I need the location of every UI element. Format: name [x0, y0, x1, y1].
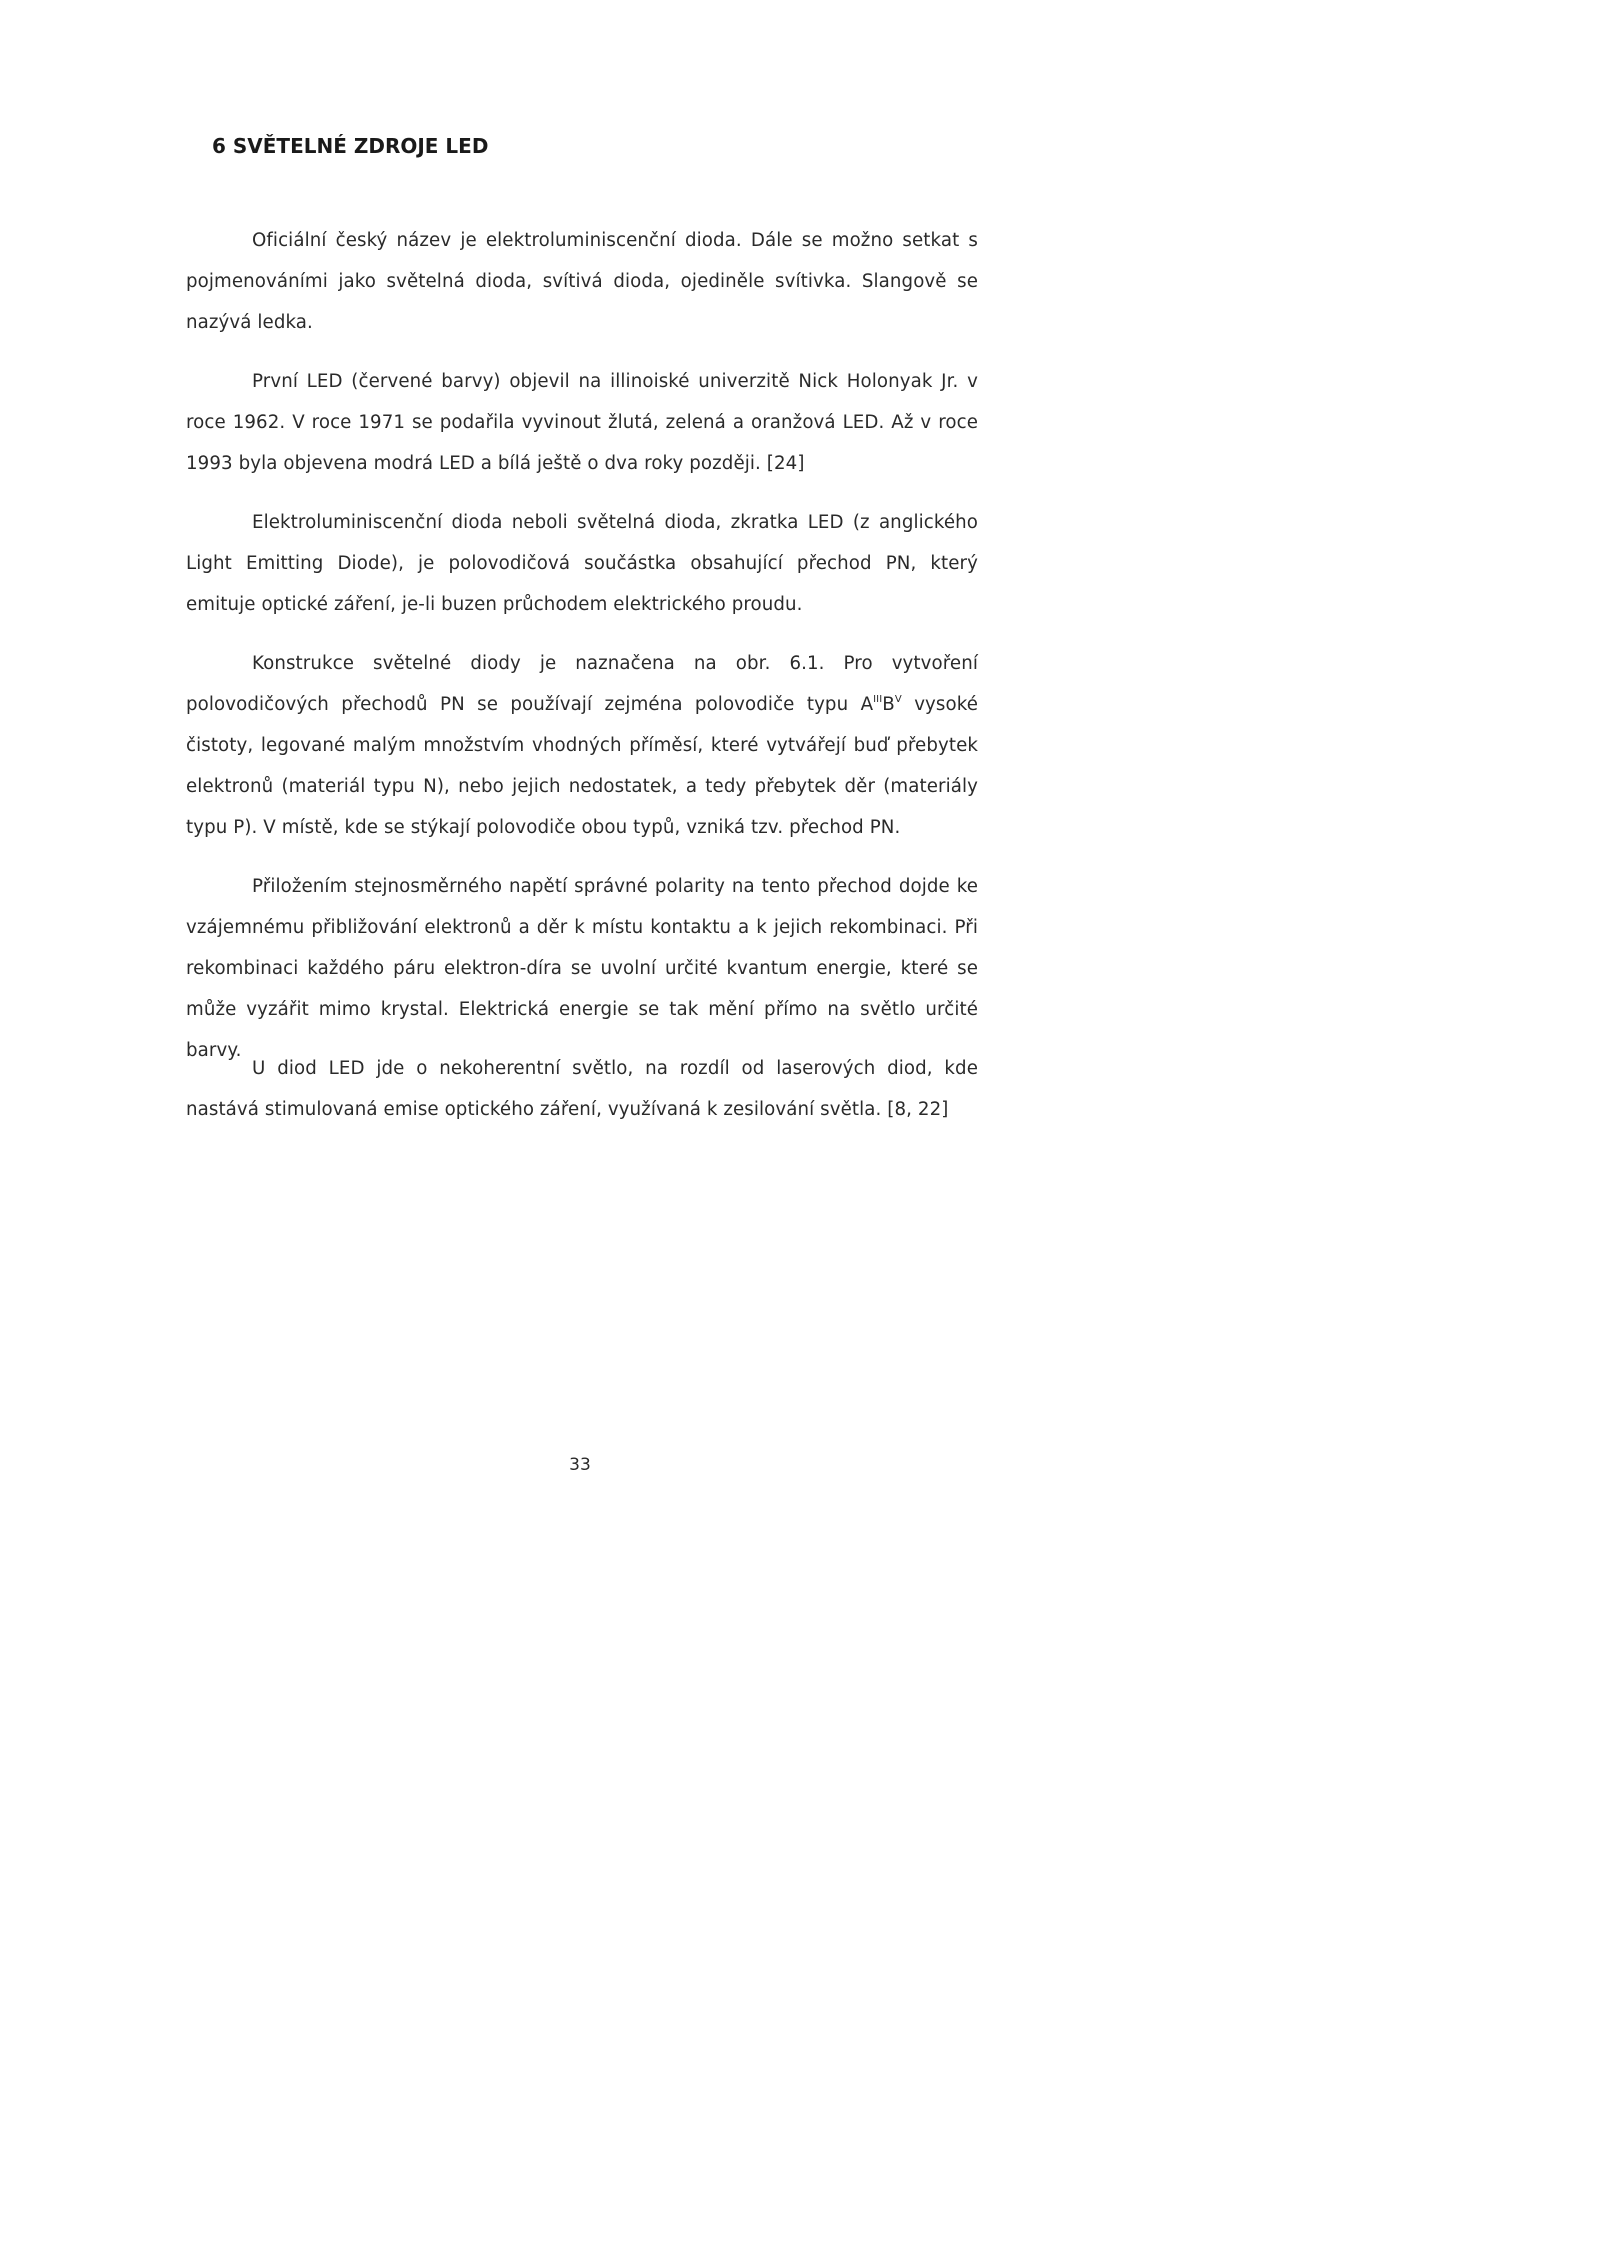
paragraph-official-name: Oficiální český název je elektroluminiscenční dioda. Dále se možno setkat s pojmenováními jako světelná dioda, svítivá dioda, ojediněle svítivka. Slangově se nazývá ledka. [186, 230, 978, 333]
paragraph-recombination: Přiložením stejnosměrného napětí správné polarity na tento přechod dojde ke vzájemnému přibližování elektronů a děr k místu kontaktu a k jejich rekombinaci. Při rekombinaci každého páru elektron-díra se uvolní určité kvantum energie, které se může vyzářit mimo krystal. Elektrická energie se tak mění přímo na světlo určité barvy. [186, 876, 978, 1061]
construction-text-after: vysoké čistoty, legované malým množstvím vhodných příměsí, které vytvářejí buď přebytek elektronů (materiál typu N), nebo jejich nedostatek, a tedy přebytek děr (materiály typu P). V místě, kde se stýkají polovodiče obou typů, vzniká tzv. přechod PN. [186, 694, 978, 838]
paragraph-definition: Elektroluminiscenční dioda neboli světelná dioda, zkratka LED (z anglického Light Emitting Diode), je polovodičová součástka obsahující přechod PN, který emituje optické záření, je-li buzen průchodem elektrického proudu. [186, 512, 978, 615]
document-page [0, 0, 1100, 1555]
paragraph-history: První LED (červené barvy) objevil na illinoiské univerzitě Nick Holonyak Jr. v roce 1962. V roce 1971 se podařila vyvinout žlutá, zelená a oranžová LED. Až v roce 1993 byla objevena modrá LED a bílá ještě o dva roky později. [24] [186, 371, 978, 474]
superscript-group-v: V [894, 694, 902, 705]
page-number: 33 [569, 1455, 591, 1475]
paragraph-construction [186, 643, 978, 848]
construction-text-before: Konstrukce světelné diody je naznačena na obr. 6.1. Pro vytvoření polovodičových přechodů PN se používají zejména polovodiče typu A [186, 653, 978, 715]
chapter-heading: 6 SVĚTELNÉ ZDROJE LED [212, 134, 489, 158]
superscript-group-iii: III [873, 694, 883, 705]
paragraph-incoherent-light: U diod LED jde o nekoherentní světlo, na rozdíl od laserových diod, kde nastává stimulovaná emise optického záření, využívaná k zesilování světla. [8, 22] [186, 1058, 978, 1120]
construction-text-b: B [882, 694, 895, 715]
